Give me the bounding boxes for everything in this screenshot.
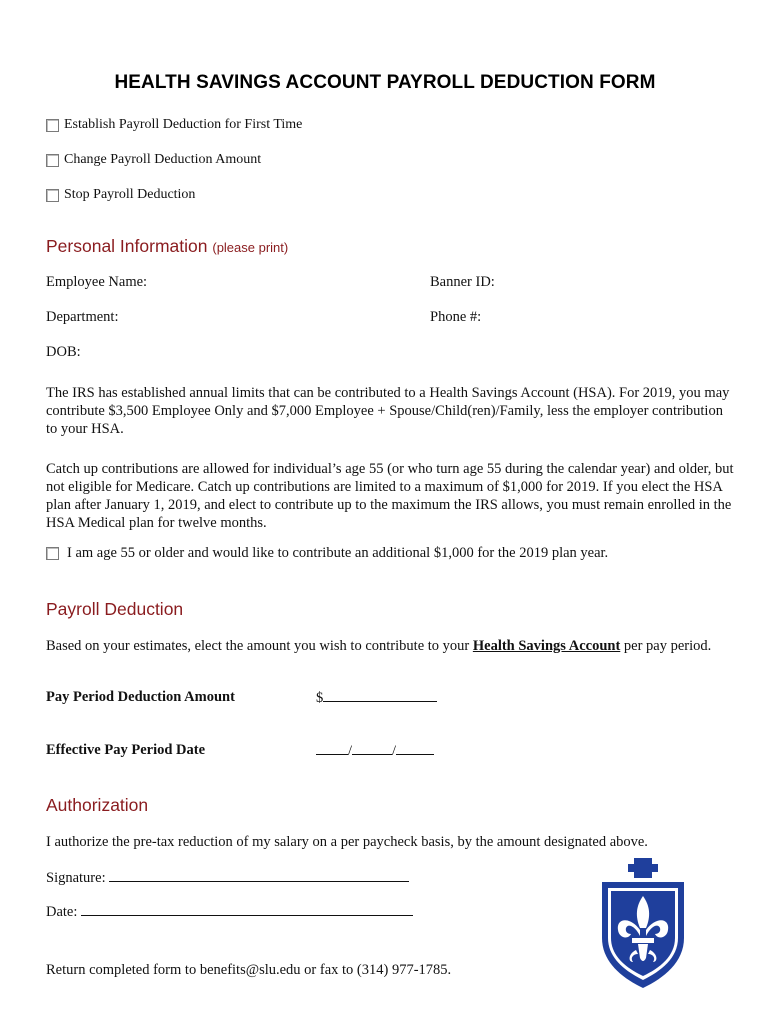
- employee-name-label: Employee Name:: [46, 274, 148, 290]
- change-checkbox[interactable]: [46, 154, 59, 167]
- option-establish[interactable]: [46, 117, 302, 133]
- effective-date-field[interactable]: [316, 741, 434, 760]
- fleur-de-lis-shield-icon: [600, 858, 686, 990]
- option-change-label: Change Payroll Deduction Amount: [64, 152, 262, 167]
- payroll-intro-prefix: Based on your estimates, elect the amount you wish to contribute to your: [46, 638, 473, 654]
- payroll-intro-suffix: per pay period.: [620, 638, 712, 654]
- date-label: Effective Pay Period Date: [46, 742, 206, 758]
- phone-label: Phone #:: [430, 309, 482, 325]
- day-blank[interactable]: [352, 741, 392, 755]
- date-field[interactable]: [46, 902, 413, 921]
- age55-checkbox[interactable]: [46, 547, 59, 560]
- year-blank[interactable]: [396, 741, 434, 755]
- payroll-intro: [46, 637, 746, 655]
- department-label: Department:: [46, 309, 119, 325]
- auth-date-label: Date:: [46, 904, 78, 920]
- auth-date-blank[interactable]: [81, 902, 413, 916]
- option-stop-label: Stop Payroll Deduction: [64, 187, 196, 202]
- signature-field[interactable]: [46, 868, 409, 887]
- payroll-heading: Payroll Deduction: [46, 599, 184, 619]
- age55-option[interactable]: [46, 544, 608, 562]
- personal-heading: [46, 236, 288, 257]
- dollar-sign: $: [316, 690, 324, 706]
- option-change[interactable]: [46, 152, 261, 168]
- form-title: HEALTH SAVINGS ACCOUNT PAYROLL DEDUCTION FORM: [114, 72, 656, 93]
- irs-limits-paragraph: The IRS has established annual limits that can be contributed to a Health Savings Account (HSA). For 2019, you may contribute $3,500 Employee Only and $7,000 Employee + Spouse/Child(ren)/Family, less the employer contribution to your HSA.: [46, 385, 730, 437]
- banner-id-label: Banner ID:: [430, 274, 495, 290]
- option-stop[interactable]: [46, 187, 195, 203]
- authorization-statement: I authorize the pre-tax reduction of my salary on a per paycheck basis, by the amount designated above.: [46, 834, 648, 850]
- authorization-heading: Authorization: [46, 795, 149, 815]
- date-sep-1: /: [348, 743, 353, 759]
- amount-label: Pay Period Deduction Amount: [46, 689, 235, 705]
- option-establish-label: Establish Payroll Deduction for First Time: [64, 117, 303, 132]
- catchup-paragraph: Catch up contributions are allowed for individual’s age 55 (or who turn age 55 during the calendar year) and older, but not eligible for Medicare. Catch up contributions are limited to a maximum of $1,000 for 2019. If you elect the HSA plan after January 1, 2019, and elect to contribute up to the maximum the IRS allows, you must remain enrolled in the HSA Medical plan for twelve months.: [46, 461, 734, 531]
- month-blank[interactable]: [316, 741, 348, 755]
- signature-label: Signature:: [46, 870, 106, 886]
- personal-heading-text: Personal Information: [46, 236, 208, 256]
- establish-checkbox[interactable]: [46, 119, 59, 132]
- stop-checkbox[interactable]: [46, 189, 59, 202]
- personal-heading-note: (please print): [212, 240, 289, 255]
- amount-field[interactable]: [316, 688, 437, 707]
- amount-blank[interactable]: [323, 688, 437, 702]
- hsa-emphasis: Health Savings Account: [472, 638, 621, 654]
- age55-label: I am age 55 or older and would like to contribute an additional $1,000 for the 2019 plan year.: [67, 545, 609, 561]
- dob-label: DOB:: [46, 344, 81, 360]
- date-sep-2: /: [392, 743, 397, 759]
- return-instructions: Return completed form to benefits@slu.edu or fax to (314) 977-1785.: [46, 962, 452, 978]
- signature-blank[interactable]: [109, 868, 409, 882]
